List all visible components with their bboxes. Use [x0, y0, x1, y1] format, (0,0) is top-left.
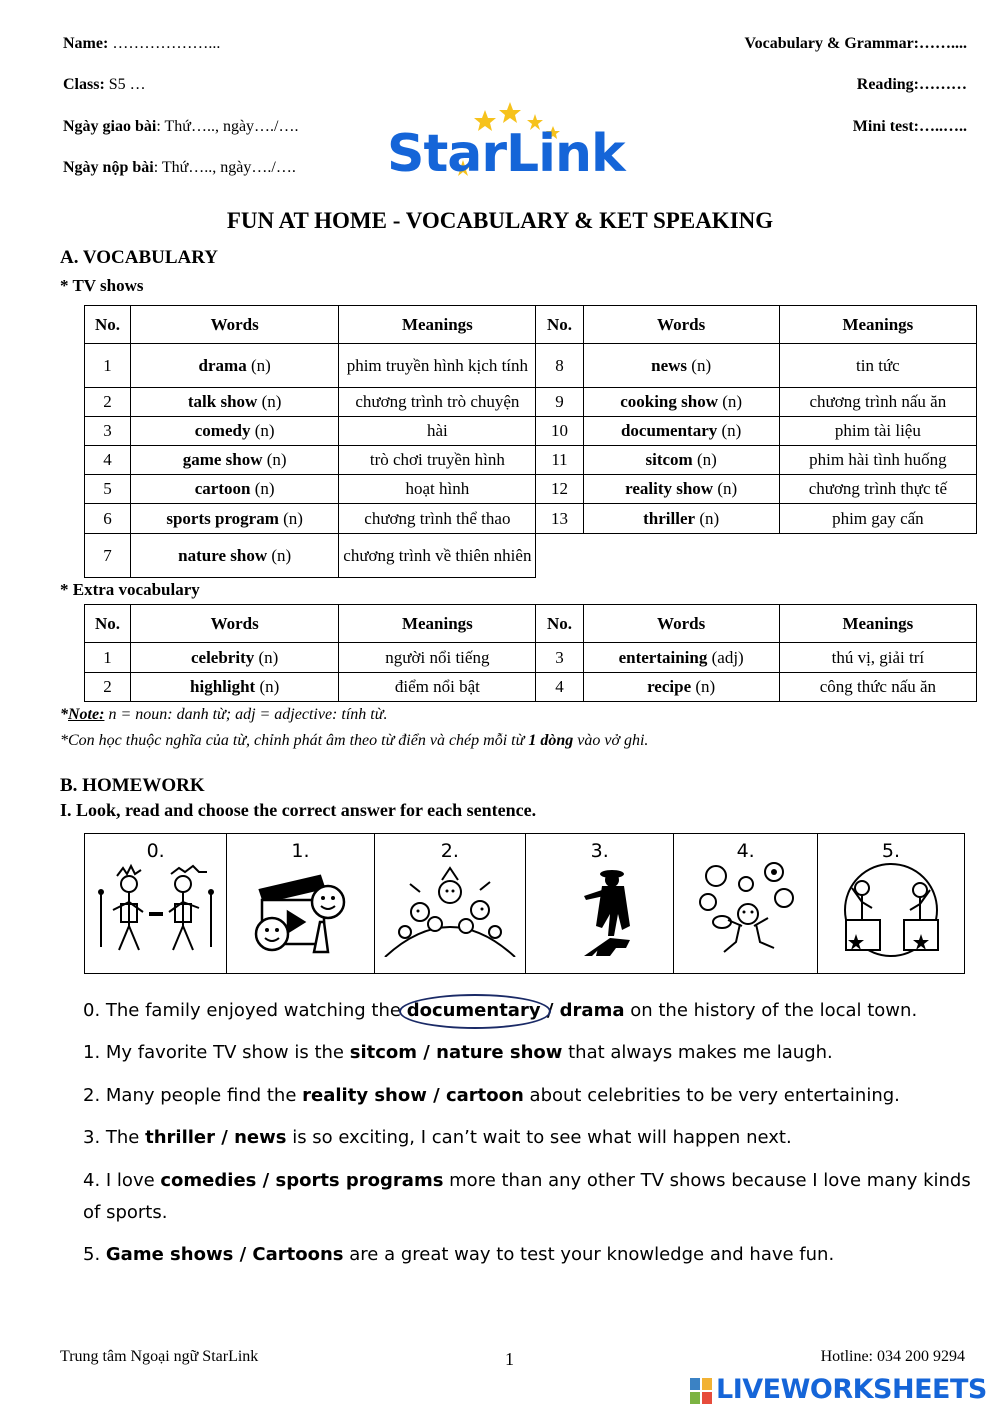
- word-type: (n): [721, 421, 742, 440]
- cell-word: [131, 673, 339, 702]
- word-type: (n): [271, 545, 292, 565]
- option-separator: /: [215, 1127, 235, 1148]
- col-no: No.: [536, 306, 583, 344]
- page-title: FUN AT HOME - VOCABULARY & KET SPEAKING: [226, 208, 774, 233]
- juggling-boy-icon: [686, 862, 806, 957]
- picture-2: [374, 834, 525, 974]
- col-no: No.: [536, 605, 583, 643]
- cell-word: [583, 475, 779, 504]
- table-row: [85, 504, 977, 534]
- cell-meaning: phim truyền hình kịch tính: [339, 344, 536, 388]
- picture-number: 3.: [590, 840, 609, 862]
- cell-word: [583, 344, 779, 388]
- cartoon-globe-icon: [380, 862, 520, 957]
- option-separator: /: [256, 1170, 276, 1191]
- exercise-title: I. Look, read and choose the correct answer for each sentence.: [60, 800, 537, 820]
- word-type: (n): [254, 421, 275, 440]
- sentence-text: 3. The: [83, 1127, 146, 1148]
- answer-option[interactable]: sports programs: [275, 1170, 444, 1191]
- answer-circle: [399, 994, 551, 1029]
- word-type: (n): [258, 647, 279, 667]
- page-number: 1: [505, 1349, 514, 1369]
- cell-word: [131, 446, 339, 475]
- col-words: Words: [583, 306, 779, 344]
- sentence-3: [83, 1122, 973, 1154]
- cell-meaning: hoạt hình: [339, 475, 536, 504]
- picture-number: 1.: [291, 840, 310, 862]
- table-row: [85, 417, 977, 446]
- name-line: Name: ………………...: [63, 35, 221, 52]
- word-type: (n): [695, 677, 716, 696]
- col-words: Words: [131, 605, 339, 643]
- sentence-4: [83, 1165, 973, 1229]
- answer-option[interactable]: sitcom: [349, 1042, 418, 1063]
- cell-word: [583, 388, 779, 417]
- cell-no: 9: [536, 388, 583, 417]
- col-meanings: Meanings: [339, 306, 536, 344]
- word-type: (n): [283, 508, 303, 528]
- cell-no: 1: [85, 643, 131, 673]
- picture-1: [227, 834, 374, 974]
- cell-meaning: trò chơi truyền hình: [339, 446, 536, 475]
- cell-meaning: chương trình thể thao: [339, 504, 536, 534]
- col-words: Words: [583, 605, 779, 643]
- cell-word: [131, 643, 339, 673]
- answer-option[interactable]: cartoon: [445, 1085, 524, 1106]
- picture-number: 0.: [146, 840, 165, 862]
- option-separator: /: [417, 1042, 437, 1063]
- cell-no: 1: [85, 344, 131, 388]
- extra-vocab-table: [84, 604, 977, 702]
- cell-word: [131, 504, 339, 534]
- cell-meaning: công thức nấu ăn: [779, 673, 976, 702]
- vocab-word: nature show: [178, 545, 268, 565]
- extra-vocab-heading: * Extra vocabulary: [60, 580, 200, 599]
- logo-text: StarLink: [387, 124, 625, 184]
- word-type: (n): [250, 355, 271, 375]
- cell-no: 4: [85, 446, 131, 475]
- liveworksheets-brand[interactable]: [690, 1374, 990, 1410]
- sentence-text: are a great way to test your knowledge and have fun.: [343, 1244, 835, 1265]
- cell-no: 4: [536, 673, 583, 702]
- submit-date-line: Ngày nộp bài: Thứ….., ngày…./….: [63, 159, 296, 176]
- table-header-row: [85, 306, 977, 344]
- sentence-text: on the history of the local town.: [624, 1000, 918, 1021]
- class-line: Class: S5 …: [63, 76, 146, 93]
- footer-hotline: Hotline: 034 200 9294: [820, 1348, 965, 1365]
- cell-word: [131, 388, 339, 417]
- sentence-text: 2. Many people find the: [83, 1085, 303, 1106]
- word-type: (n): [722, 392, 743, 411]
- cell-no: 8: [536, 344, 583, 388]
- sentence-5: [83, 1239, 973, 1271]
- cell-meaning: phim gay cấn: [779, 504, 976, 534]
- table-row: [85, 673, 977, 702]
- col-meanings: Meanings: [339, 605, 536, 643]
- vocab-word: entertaining: [618, 647, 708, 667]
- cell-no: 10: [536, 417, 583, 446]
- cell-meaning: tin tức: [779, 344, 976, 388]
- vocab-word: comedy: [194, 421, 251, 440]
- sentence-text: about celebrities to be very entertaining.: [523, 1085, 900, 1106]
- cell-meaning: hài: [339, 417, 536, 446]
- vocab-grammar-score: Vocabulary & Grammar:……....: [744, 35, 967, 52]
- vocab-word: thriller: [643, 508, 696, 528]
- cell-word: [131, 344, 339, 388]
- option-separator: /: [426, 1085, 446, 1106]
- instruction-line: *Con học thuộc nghĩa của từ, chỉnh phát âm theo từ điển và chép mỗi từ 1 dòng vào vở ghi.: [60, 732, 649, 749]
- detective-silhouette-icon: [540, 862, 660, 957]
- cell-word: [583, 534, 779, 578]
- sentence-text: 4. I love: [83, 1170, 161, 1191]
- table-row: [85, 388, 977, 417]
- answer-option[interactable]: drama: [559, 1000, 625, 1021]
- reading-score: Reading:………: [856, 76, 967, 93]
- assign-date-line: Ngày giao bài: Thứ….., ngày…./….: [63, 118, 299, 135]
- cell-no: 12: [536, 475, 583, 504]
- cell-word: [131, 417, 339, 446]
- cell-no: 11: [536, 446, 583, 475]
- cell-no: 5: [85, 475, 131, 504]
- cell-no: [536, 534, 583, 578]
- answer-option[interactable]: reality show: [302, 1085, 427, 1106]
- section-b-heading: B. HOMEWORK: [60, 775, 205, 796]
- picture-0: [85, 834, 227, 974]
- table-row: [85, 643, 977, 673]
- answer-option[interactable]: news: [234, 1127, 287, 1148]
- vocab-word: documentary: [620, 421, 718, 440]
- answer-option[interactable]: thriller: [145, 1127, 215, 1148]
- picture-number: 4.: [736, 840, 755, 862]
- word-type: (n): [717, 479, 738, 498]
- table-row: [85, 475, 977, 504]
- picture-number: 5.: [881, 840, 901, 862]
- cell-meaning: chương trình về thiên nhiên: [339, 534, 536, 578]
- word-type: (n): [261, 392, 282, 411]
- cell-no: 2: [85, 673, 131, 702]
- sentence-text: 1. My favorite TV show is the: [83, 1042, 350, 1063]
- word-type: (n): [699, 508, 720, 528]
- table-row: [85, 344, 977, 388]
- cell-word: [583, 643, 779, 673]
- vocab-word: cartoon: [194, 479, 251, 498]
- col-no: No.: [85, 306, 131, 344]
- starlink-logo: [385, 100, 635, 182]
- tv-shows-heading: * TV shows: [60, 276, 144, 295]
- clapperboard-masks-icon: [240, 862, 360, 957]
- section-a-heading: A. VOCABULARY: [60, 247, 219, 268]
- ancient-figures-icon: [91, 862, 221, 957]
- cell-word: [583, 504, 779, 534]
- word-type: (n): [259, 677, 280, 696]
- cell-word: [131, 534, 339, 578]
- answer-option[interactable]: Cartoons: [252, 1244, 344, 1265]
- vocab-word: sitcom: [645, 450, 693, 469]
- sentence-text: 5.: [83, 1244, 106, 1265]
- cell-meaning: chương trình trò chuyện: [339, 388, 536, 417]
- picture-4: [674, 834, 818, 974]
- game-show-contestants-icon: [826, 862, 956, 957]
- vocab-word: recipe: [647, 677, 692, 696]
- table-header-row: [85, 605, 977, 643]
- word-type: (n): [691, 355, 712, 375]
- word-type: (adj): [711, 647, 744, 667]
- cell-no: 3: [85, 417, 131, 446]
- vocab-word: cooking show: [620, 392, 718, 411]
- word-type: (n): [266, 450, 287, 469]
- word-type: (n): [254, 479, 275, 498]
- cell-word: [583, 446, 779, 475]
- answer-option[interactable]: comedies: [160, 1170, 257, 1191]
- footer-center-name: Trung tâm Ngoại ngữ StarLink: [60, 1348, 259, 1365]
- cell-meaning: phim hài tình huống: [779, 446, 976, 475]
- tv-shows-table: [84, 305, 977, 578]
- cell-meaning: người nổi tiếng: [339, 643, 536, 673]
- mini-test-score: Mini test:…..…..: [852, 118, 967, 135]
- note-line: *Note: n = noun: danh từ; adj = adjective: tính từ.: [60, 706, 388, 723]
- cell-no: 6: [85, 504, 131, 534]
- col-meanings: Meanings: [779, 605, 976, 643]
- table-row: [85, 446, 977, 475]
- answer-option[interactable]: documentary: [406, 1000, 541, 1021]
- sentence-1: [83, 1037, 973, 1069]
- option-separator: /: [233, 1244, 253, 1265]
- cell-no: 7: [85, 534, 131, 578]
- cell-no: 3: [536, 643, 583, 673]
- cell-no: 13: [536, 504, 583, 534]
- cell-meaning: chương trình nấu ăn: [779, 388, 976, 417]
- table-row: [85, 534, 977, 578]
- cell-no: 2: [85, 388, 131, 417]
- sentence-2: [83, 1080, 973, 1112]
- brand-text: LIVEWORKSHEETS: [716, 1374, 987, 1405]
- picture-5: [817, 834, 964, 974]
- word-type: (n): [696, 450, 717, 469]
- cell-word: [583, 417, 779, 446]
- cell-meaning: [779, 534, 976, 578]
- cell-meaning: thú vị, giải trí: [779, 643, 976, 673]
- liveworksheets-logo-icon: [690, 1378, 712, 1404]
- picture-3: [526, 834, 674, 974]
- vocab-word: celebrity: [190, 647, 255, 667]
- vocab-word: game show: [182, 450, 263, 469]
- vocab-word: highlight: [190, 677, 256, 696]
- col-meanings: Meanings: [779, 306, 976, 344]
- cell-word: [583, 673, 779, 702]
- vocab-word: reality show: [625, 479, 714, 498]
- sentence-text: that always makes me laugh.: [562, 1042, 833, 1063]
- vocab-word: talk show: [187, 392, 258, 411]
- vocab-word: news: [651, 355, 688, 375]
- col-no: No.: [85, 605, 131, 643]
- sentence-text: more than any other TV shows because I love many kinds of sports.: [83, 1170, 971, 1223]
- sentence-text: is so exciting, I can’t wait to see what will happen next.: [286, 1127, 792, 1148]
- cell-meaning: điểm nổi bật: [339, 673, 536, 702]
- picture-number: 2.: [440, 840, 459, 862]
- cell-word: [131, 475, 339, 504]
- sentence-text: 0. The family enjoyed watching the: [83, 1000, 407, 1021]
- cell-meaning: chương trình thực tế: [779, 475, 976, 504]
- vocab-word: sports program: [166, 508, 279, 528]
- pictures-row: [84, 833, 965, 974]
- vocab-word: drama: [198, 355, 247, 375]
- answer-option[interactable]: Game shows: [105, 1244, 234, 1265]
- cell-meaning: phim tài liệu: [779, 417, 976, 446]
- col-words: Words: [131, 306, 339, 344]
- option-separator: /: [540, 1000, 560, 1021]
- answer-option[interactable]: nature show: [436, 1042, 563, 1063]
